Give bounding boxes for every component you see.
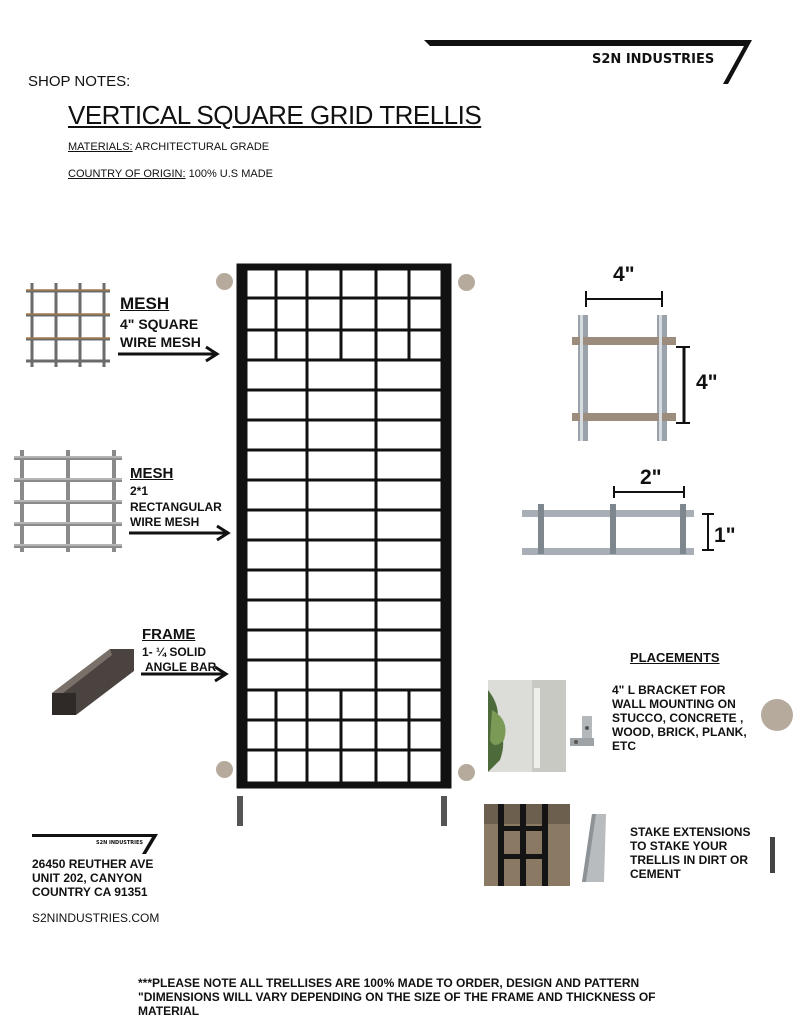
footer-website[interactable]: S2NINDUSTRIES.COM <box>32 911 160 925</box>
stake-text: STAKE EXTENSIONS TO STAKE YOUR TRELLIS IN DIRT OR CEMENT <box>630 825 751 881</box>
footer-address-line1: 26450 REUTHER AVE <box>32 857 154 871</box>
mount-dot-top-left <box>216 273 233 290</box>
mesh-square-title: MESH <box>120 294 170 313</box>
square-mesh-sample-icon <box>26 283 110 367</box>
square-dimension-diagram <box>570 285 730 455</box>
rect-width-label: 2" <box>640 466 662 489</box>
footer-address-line2: UNIT 202, CANYON <box>32 871 143 885</box>
rect-dimension-diagram <box>520 486 720 556</box>
mesh-square-line1: 4" SQUARE <box>120 316 199 332</box>
frame-line1: 1- ¼ SOLID <box>142 645 207 659</box>
stake-photo <box>484 804 570 886</box>
stake-icon <box>582 814 608 882</box>
mesh-rect-line3: WIRE MESH <box>130 515 200 529</box>
mesh-rect-line1: 2*1 <box>130 484 149 498</box>
wall-bracket-photo <box>488 680 566 772</box>
mount-dot-bottom-left <box>216 761 233 778</box>
square-height-label: 4" <box>696 371 718 394</box>
rect-mesh-sample-icon <box>14 450 122 552</box>
mount-dot-top-right <box>458 274 475 291</box>
page-title: VERTICAL SQUARE GRID TRELLIS <box>68 100 482 130</box>
frame-line2: ANGLE BAR <box>145 660 217 674</box>
placements-title: PLACEMENTS <box>630 650 720 665</box>
square-width-label: 4" <box>613 263 635 286</box>
shop-notes-label: SHOP NOTES: <box>28 73 131 90</box>
brand-name: S2N INDUSTRIES <box>592 52 715 67</box>
footer-brand-bar <box>32 834 162 858</box>
footer-note: ***PLEASE NOTE ALL TRELLISES ARE 100% MADE TO ORDER, DESIGN AND PATTERN "DIMENSIONS WILL VARY DEPENDING ON THE SIZE OF THE FRAME AND THICKNESS OF MATERIAL <box>138 976 656 1018</box>
mesh-rect-line2: RECTANGULAR <box>130 500 222 514</box>
mesh-rect-arrow-icon <box>129 525 235 541</box>
materials-label: MATERIALS: <box>68 141 133 153</box>
bracket-accent-dot <box>761 699 793 731</box>
mesh-square-arrow-icon <box>118 346 228 362</box>
origin-value: 100% U.S MADE <box>188 168 273 180</box>
mesh-square-line2: WIRE MESH <box>120 334 201 350</box>
frame-arrow-icon <box>141 666 233 682</box>
bracket-text: 4" L BRACKET FOR WALL MOUNTING ON STUCCO, CONCRETE , WOOD, BRICK, PLANK, ETC <box>612 683 747 753</box>
materials-value: ARCHITECTURAL GRADE <box>135 141 270 153</box>
footer-brand-name: S2N INDUSTRIES <box>96 840 143 846</box>
rect-height-label: 1" <box>714 524 736 547</box>
origin-label: COUNTRY OF ORIGIN: <box>68 168 186 180</box>
mount-dot-bottom-right <box>458 764 475 781</box>
footer-address-line3: COUNTRY CA 91351 <box>32 885 148 899</box>
stake-accent-bar <box>770 837 775 873</box>
angle-bar-sample-icon <box>48 645 138 725</box>
mesh-rect-title: MESH <box>130 465 174 482</box>
frame-title: FRAME <box>142 626 196 643</box>
bracket-icon <box>570 716 598 750</box>
